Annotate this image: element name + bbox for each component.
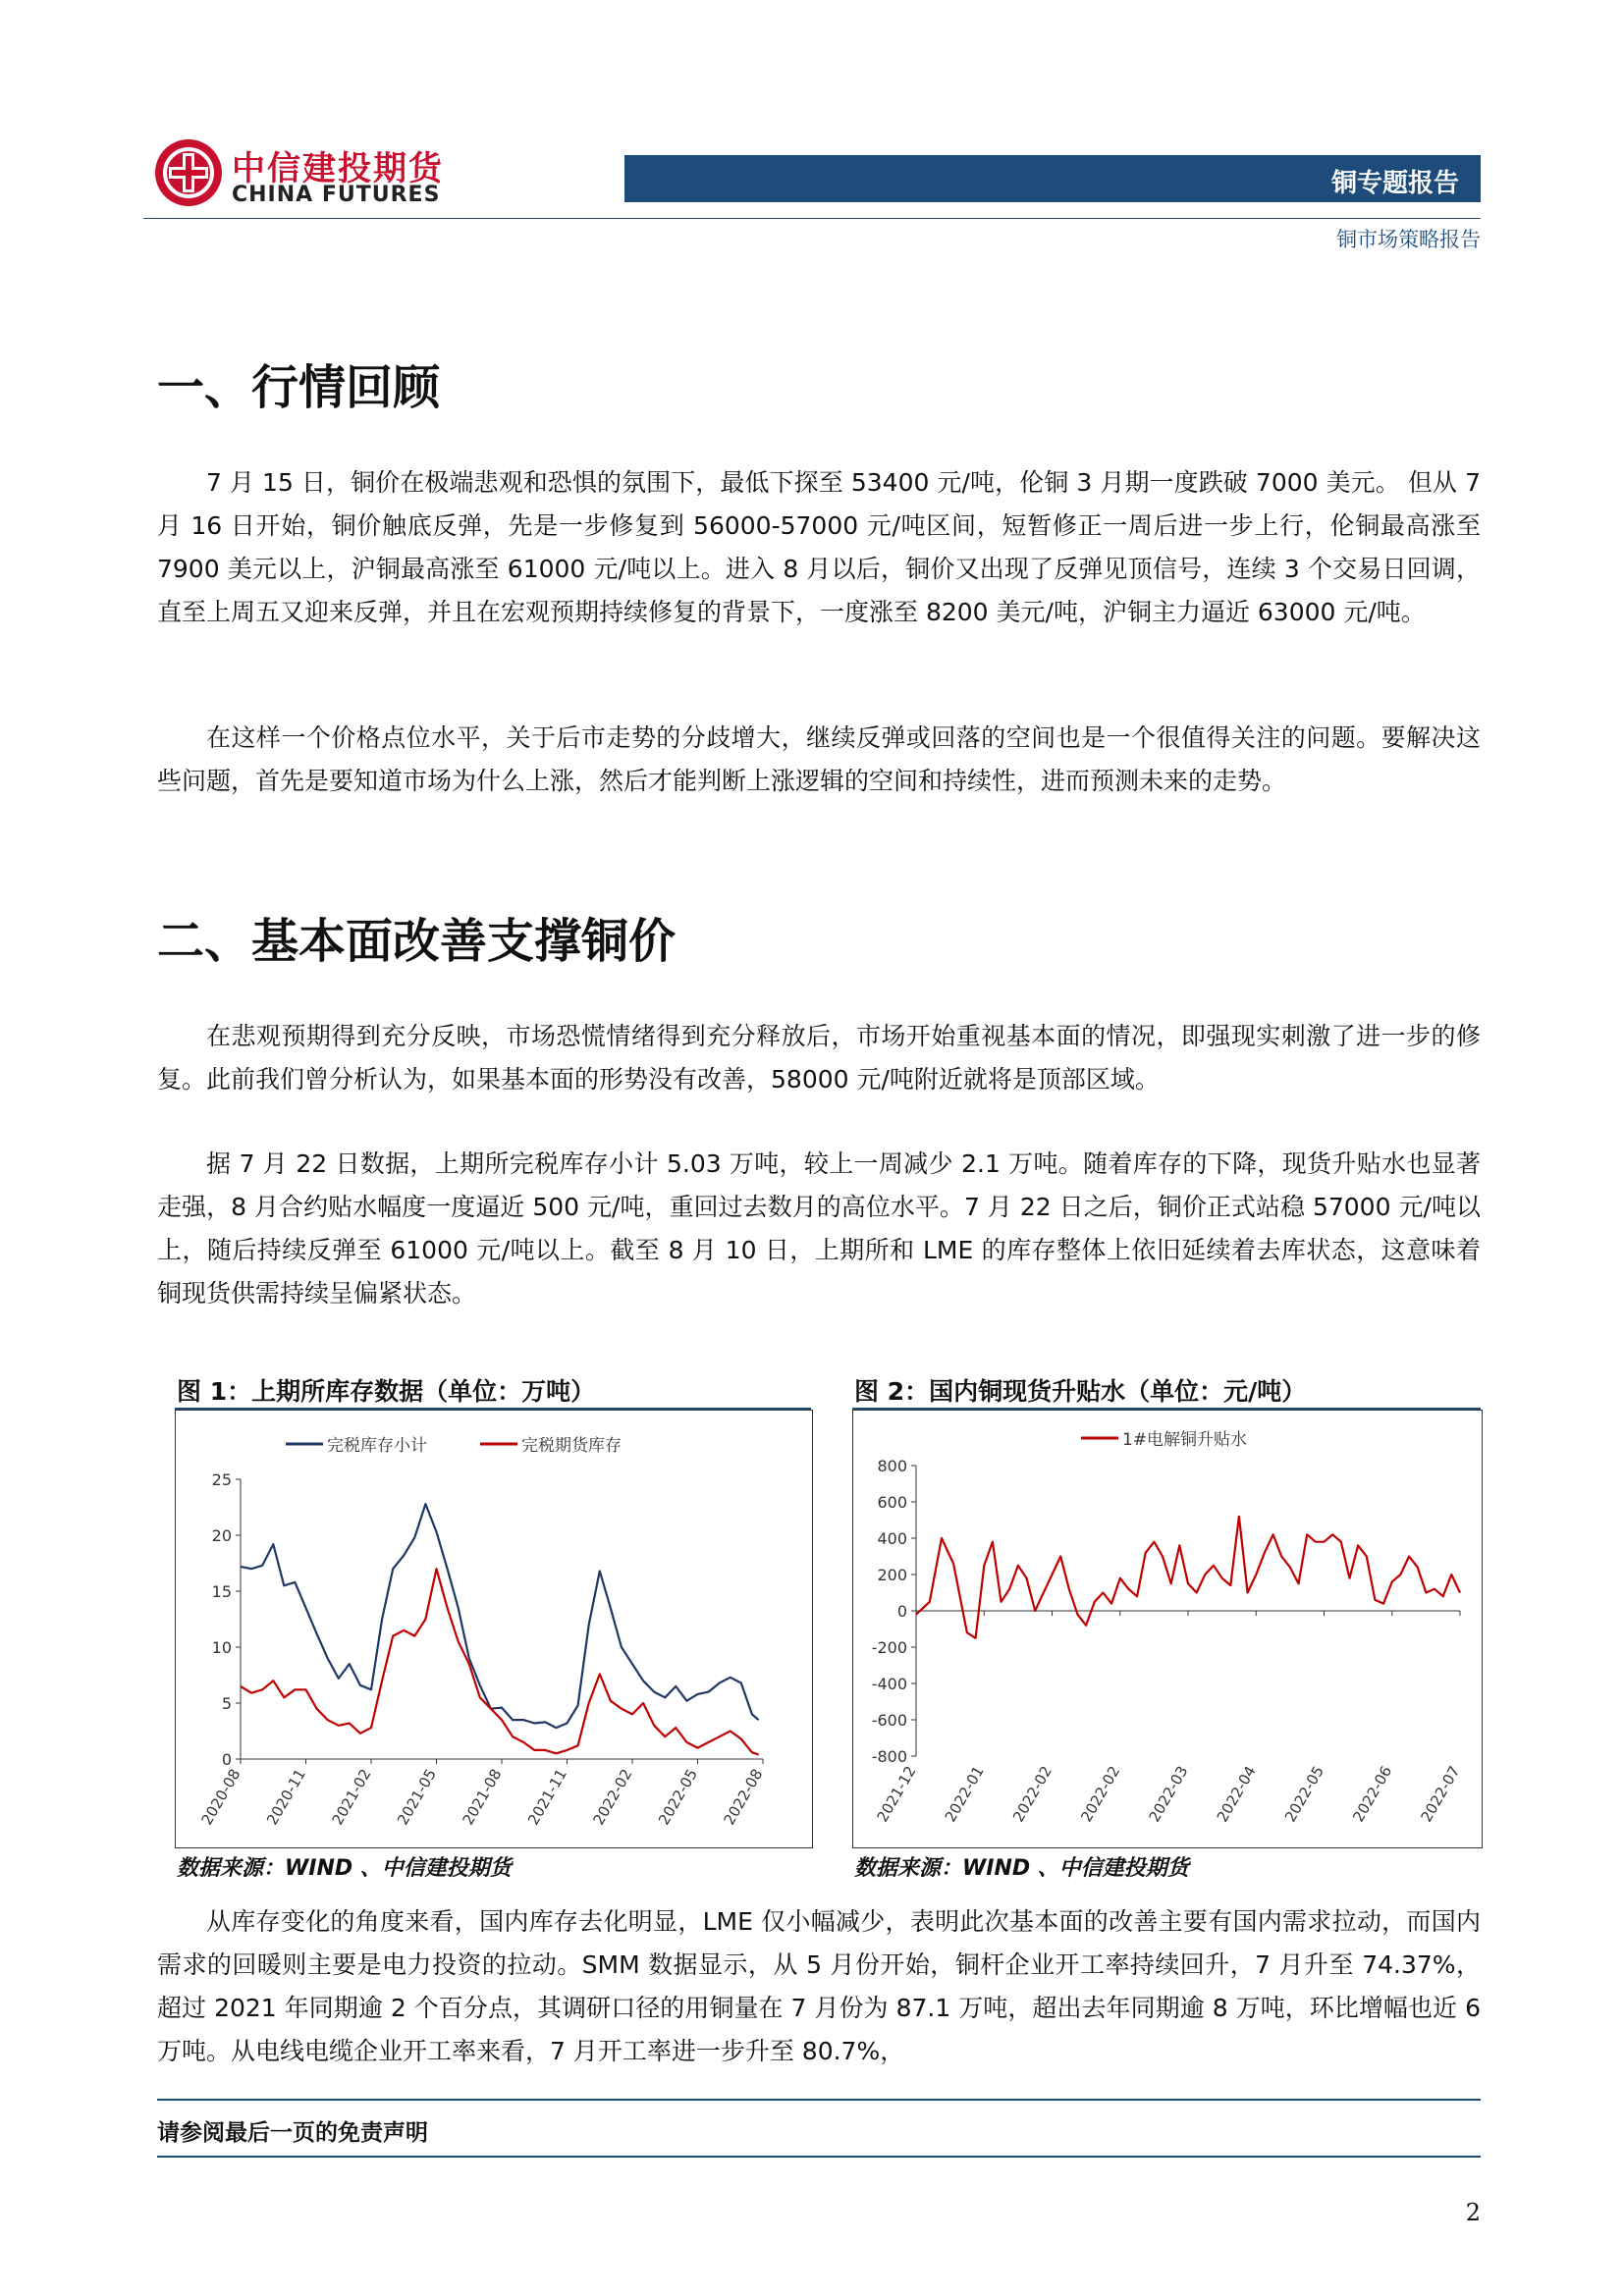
section-title-2: 二、基本面改善支撑铜价 xyxy=(157,914,677,969)
y-tick-label: 25 xyxy=(211,1470,232,1489)
x-tick-label: 2022-01 xyxy=(941,1763,988,1826)
x-tick-label: 2022-02 xyxy=(1077,1763,1124,1826)
y-tick-label: -800 xyxy=(871,1747,907,1766)
y-tick-label: 5 xyxy=(221,1694,232,1713)
company-logo-icon xyxy=(155,139,222,206)
y-tick-label: -200 xyxy=(871,1638,907,1657)
legend-3-label: 1#电解铜升贴水 xyxy=(1122,1430,1248,1450)
y-tick-label: 10 xyxy=(211,1638,232,1657)
y-tick-label: 800 xyxy=(877,1457,907,1475)
section-title-1: 一、行情回顾 xyxy=(157,360,441,415)
paragraph-5-text: 从库存变化的角度来看，国内库存去化明显，LME 仅小幅减少，表明此次基本面的改善主要有国内需求拉动，而国内需求的回暖则主要是电力投资的拉动。SMM 数据显示，从 5 月份开始，铜杆企业开工率持续回升，7 月升至 74.37%，超过 2021 年同期逾 2 个百分点，其调研口径的用铜量在 7 月份为 87.1 万吨，超出去年同期逾 8 万吨，环比增幅也近 6 万吨。从电线电缆企业开工率来看，7 月开工率进一步升至 80.7%， xyxy=(157,1907,1481,2065)
x-tick-label: 2021-08 xyxy=(459,1766,506,1829)
paragraph-1-text: 7 月 15 日，铜价在极端悲观和恐惧的氛围下，最低下探至 53400 元/吨，伦铜 3 月期一度跌破 7000 美元。 但从 7 月 16 日开始，铜价触底反弹，先是一步修复到 56000-57000 元/吨区间，短暂修正一周后进一步上行，伦铜最高涨至 7900 美元以上，沪铜最高涨至 61000 元/吨以上。进入 8 月以后，铜价又出现了反弹见顶信号，连续 3 个交易日回调，直至上周五又迎来反弹，并且在宏观预期持续修复的背景下，一度涨至 8200 美元/吨，沪铜主力逼近 63000 元/吨。 xyxy=(157,468,1481,626)
series-line-2 xyxy=(241,1569,759,1754)
report-type: 铜专题报告 xyxy=(1330,169,1459,198)
figure-2-source: 数据来源：WIND 、中信建投期货 xyxy=(854,1856,1189,1881)
x-tick-label: 2022-02 xyxy=(589,1766,636,1829)
y-tick-label: 15 xyxy=(211,1582,232,1601)
footer-rule-top xyxy=(157,2099,1481,2101)
header-rule xyxy=(143,218,1481,219)
x-tick-label: 2022-04 xyxy=(1213,1763,1260,1826)
series-line-1 xyxy=(241,1504,759,1728)
figure-1-title: 图 1：上期所库存数据（单位：万吨） xyxy=(177,1377,596,1406)
logo-text-cn: 中信建投期货 xyxy=(232,149,444,188)
y-tick-label: 600 xyxy=(877,1493,907,1512)
series-line-1 xyxy=(916,1517,1460,1638)
x-tick-label: 2022-02 xyxy=(1009,1763,1056,1826)
paragraph-1 xyxy=(157,461,1481,634)
x-tick-label: 2021-11 xyxy=(524,1766,570,1829)
x-tick-label: 2022-06 xyxy=(1349,1763,1396,1826)
y-tick-label: 400 xyxy=(877,1529,907,1548)
report-subtitle: 铜市场策略报告 xyxy=(1336,228,1481,251)
x-tick-label: 2022-07 xyxy=(1417,1763,1464,1826)
x-tick-label: 2021-12 xyxy=(873,1763,920,1826)
x-tick-label: 2020-08 xyxy=(197,1766,244,1829)
figure-2-frame xyxy=(852,1410,1483,1848)
x-tick-label: 2022-05 xyxy=(1281,1763,1327,1826)
y-tick-label: -400 xyxy=(871,1675,907,1693)
paragraph-4 xyxy=(157,1143,1481,1315)
paragraph-3-text: 在悲观预期得到充分反映，市场恐慌情绪得到充分释放后，市场开始重视基本面的情况，即强现实刺激了进一步的修复。此前我们曾分析认为，如果基本面的形势没有改善，58000 元/吨附近就将是顶部区域。 xyxy=(157,1022,1481,1094)
x-tick-label: 2020-11 xyxy=(263,1766,309,1829)
paragraph-3 xyxy=(157,1015,1481,1101)
disclaimer-text: 请参阅最后一页的免责声明 xyxy=(157,2120,428,2146)
y-tick-label: 0 xyxy=(896,1602,907,1621)
footer-rule-bottom xyxy=(157,2156,1481,2158)
x-tick-label: 2022-08 xyxy=(720,1766,767,1829)
x-tick-label: 2022-05 xyxy=(655,1766,701,1829)
y-tick-label: 20 xyxy=(211,1526,232,1545)
paragraph-4-text: 据 7 月 22 日数据，上期所完税库存小计 5.03 万吨，较上一周减少 2.1 万吨。随着库存的下降，现货升贴水也显著走强，8 月合约贴水幅度一度逼近 500 元/吨，重回过去数月的高位水平。7 月 22 日之后，铜价正式站稳 57000 元/吨以上，随后持续反弹至 61000 元/吨以上。截至 8 月 10 日，上期所和 LME 的库存整体上依旧延续着去库状态，这意味着铜现货供需持续呈偏紧状态。 xyxy=(157,1149,1481,1308)
paragraph-5 xyxy=(157,1900,1481,2073)
paragraph-2-text: 在这样一个价格点位水平，关于后市走势的分歧增大，继续反弹或回落的空间也是一个很值得关注的问题。要解决这些问题，首先是要知道市场为什么上涨，然后才能判断上涨逻辑的空间和持续性，进而预测未来的走势。 xyxy=(157,723,1481,795)
x-tick-label: 2022-03 xyxy=(1145,1763,1192,1826)
y-tick-label: -600 xyxy=(871,1711,907,1730)
figure-2-title: 图 2：国内铜现货升贴水（单位：元/吨） xyxy=(854,1377,1307,1406)
figure-1-frame xyxy=(175,1410,813,1848)
legend-2-label: 完税期货库存 xyxy=(521,1436,622,1456)
page-number: 2 xyxy=(1465,2199,1481,2226)
y-tick-label: 0 xyxy=(221,1750,232,1769)
logo-text-en: CHINA FUTURES xyxy=(232,183,441,207)
x-tick-label: 2021-05 xyxy=(394,1766,440,1829)
x-tick-label: 2021-02 xyxy=(328,1766,375,1829)
y-tick-label: 200 xyxy=(877,1566,907,1584)
figure-1-source: 数据来源：WIND 、中信建投期货 xyxy=(177,1856,512,1881)
paragraph-2 xyxy=(157,717,1481,803)
chart-1-svg xyxy=(176,1411,812,1847)
legend-1-label: 完税库存小计 xyxy=(327,1436,427,1456)
report-type-banner xyxy=(624,155,1481,202)
chart-2-svg xyxy=(853,1411,1482,1847)
